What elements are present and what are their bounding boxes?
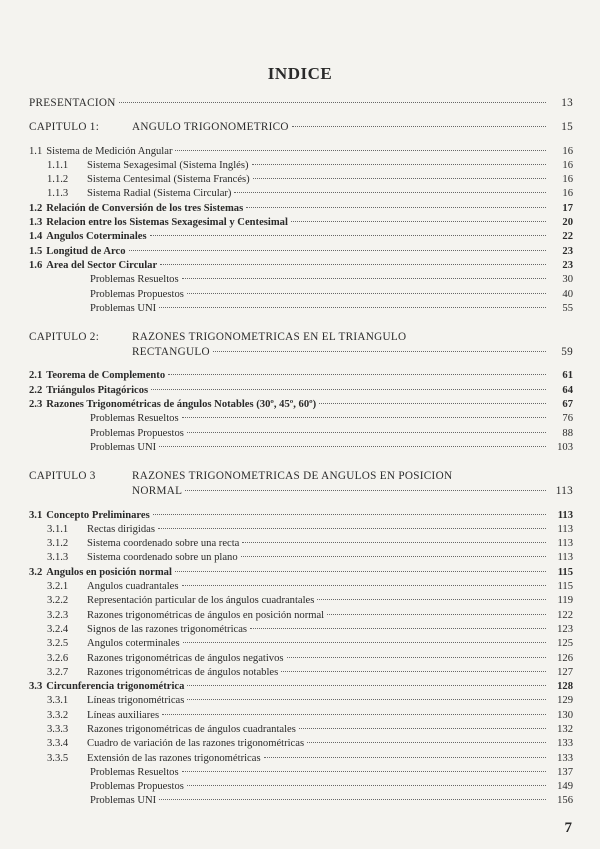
entry-title: Relación de Conversión de los tres Sistemas (46, 202, 244, 214)
page-number: 7 (564, 820, 572, 836)
page-ref: 67 (562, 399, 573, 411)
entry-title: Teorema de Complemento (46, 370, 166, 382)
toc-section[interactable] (29, 398, 573, 412)
dot-leader (119, 102, 546, 103)
dot-leader (213, 351, 546, 352)
toc-chapter-heading[interactable] (29, 330, 573, 345)
toc-subsection[interactable] (29, 551, 573, 565)
spacer (29, 110, 573, 120)
entry-title: Rectas dirigidas (87, 523, 155, 535)
entry-number: 1.5 (29, 245, 43, 257)
dot-leader (317, 599, 546, 600)
dot-leader (307, 742, 546, 743)
entry-title: Signos de las razones trigonométricas (87, 623, 248, 635)
toc-subsection[interactable] (29, 537, 573, 551)
toc-section[interactable] (29, 216, 573, 230)
page-ref: 125 (557, 638, 573, 650)
page-ref: 88 (562, 427, 573, 439)
page-ref: 13 (561, 97, 573, 109)
toc-subsection[interactable] (29, 694, 573, 708)
chapter-title: RAZONES TRIGONOMETRICAS DE ANGULOS EN POSICION (132, 470, 453, 483)
page-ref: 61 (562, 370, 573, 382)
page-ref: 133 (557, 752, 573, 764)
entry-number: 3.1 (29, 509, 43, 521)
page-ref: 115 (557, 581, 573, 593)
toc-problems[interactable] (29, 302, 573, 316)
page-ref: 22 (562, 231, 573, 243)
dot-leader (234, 192, 546, 193)
entry-title: ANGULO TRIGONOMETRICO (132, 121, 289, 134)
entry-number: 3.3.1 (47, 695, 69, 707)
chapter-number: CAPITULO 3 (29, 470, 96, 483)
dot-leader (175, 150, 546, 151)
entry-number: 1.1 (29, 145, 43, 157)
page-ref: 16 (562, 188, 573, 200)
toc-problems[interactable] (29, 412, 573, 426)
entry-title: Sistema Radial (Sistema Circular) (87, 188, 232, 200)
entry-number: 1.2 (29, 202, 43, 214)
entry-title: Problemas Resueltos (90, 766, 179, 778)
entry-title: Sistema Centesimal (Sistema Francés) (87, 174, 250, 186)
entry-number: 1.1.1 (47, 159, 69, 171)
toc-problems[interactable] (29, 273, 573, 287)
toc-chapter-heading-cont[interactable] (29, 345, 573, 359)
dot-leader (185, 490, 546, 491)
dot-leader (159, 307, 546, 308)
dot-leader (246, 207, 546, 208)
spacer (29, 316, 573, 330)
page-ref: 15 (561, 121, 573, 134)
page-ref: 137 (557, 766, 573, 778)
page-ref: 122 (557, 609, 573, 621)
entry-number: 3.2.2 (47, 595, 69, 607)
entry-title: Razones trigonométricas de ángulos notables (87, 666, 279, 678)
page-ref: 113 (557, 552, 573, 564)
dot-leader (159, 446, 546, 447)
entry-number: 3.1.3 (47, 552, 69, 564)
dot-leader (187, 785, 546, 786)
page-ref: 17 (562, 202, 573, 214)
dot-leader (252, 164, 546, 165)
page-ref: 129 (557, 695, 573, 707)
entry-number: 2.1 (29, 370, 43, 382)
page-ref: 113 (557, 509, 573, 521)
toc-section[interactable] (29, 145, 573, 159)
entry-number: 1.3 (29, 217, 43, 229)
dot-leader (187, 699, 546, 700)
dot-leader (182, 278, 546, 279)
dot-leader (264, 757, 546, 758)
chapter-title: RAZONES TRIGONOMETRICAS EN EL TRIANGULO (132, 331, 407, 344)
entry-number: 3.3 (29, 681, 43, 693)
toc-subsection[interactable] (29, 580, 573, 594)
toc-chapter-heading[interactable] (29, 469, 573, 484)
dot-leader (291, 221, 546, 222)
entry-number: 3.2.5 (47, 638, 69, 650)
toc-subsection[interactable] (29, 666, 573, 680)
entry-number: 1.6 (29, 259, 43, 271)
dot-leader (253, 178, 546, 179)
toc-subsection[interactable] (29, 752, 573, 766)
page-ref: 103 (557, 441, 573, 453)
toc-section[interactable] (29, 509, 573, 523)
toc-problems[interactable] (29, 766, 573, 780)
entry-title: Relacion entre los Sistemas Sexagesimal y Centesimal (46, 217, 288, 229)
entry-title: PRESENTACION (29, 97, 116, 109)
page-ref: 55 (562, 302, 573, 314)
entry-number: 1.4 (29, 231, 43, 243)
entry-title: Extensión de las razones trigonométricas (87, 752, 261, 764)
entry-number: 3.1.2 (47, 538, 69, 550)
toc-subsection[interactable] (29, 723, 573, 737)
entry-title: Problemas Propuestos (90, 427, 184, 439)
entry-title: Razones trigonométricas de ángulos cuadrantales (87, 723, 296, 735)
toc-problems[interactable] (29, 288, 573, 302)
dot-leader (319, 403, 546, 404)
entry-title: Representación particular de los ángulos cuadrantales (87, 595, 315, 607)
table-of-contents (29, 96, 573, 809)
entry-title: Sistema Sexagesimal (Sistema Inglés) (87, 159, 249, 171)
entry-title: Problemas Resueltos (90, 274, 179, 286)
dot-leader (182, 417, 546, 418)
toc-section[interactable] (29, 202, 573, 216)
page-ref: 23 (562, 259, 573, 271)
spacer (29, 499, 573, 509)
dot-leader (187, 293, 546, 294)
page-ref: 126 (557, 652, 573, 664)
toc-chapter[interactable] (29, 120, 573, 134)
page-ref: 16 (562, 174, 573, 186)
entry-title: Problemas UNI (90, 795, 157, 807)
page-ref: 123 (557, 623, 573, 635)
dot-leader (129, 250, 546, 251)
spacer (29, 135, 573, 145)
page-ref: 20 (562, 217, 573, 229)
page-title: INDICE (267, 64, 333, 83)
dot-leader (250, 628, 546, 629)
entry-number: 1.1.2 (47, 174, 69, 186)
entry-title: Angulos cuadrantales (87, 581, 179, 593)
dot-leader (183, 642, 546, 643)
entry-number: 3.3.5 (47, 752, 69, 764)
toc-subsection[interactable] (29, 637, 573, 651)
page-ref: 128 (557, 681, 573, 693)
chapter-title-cont: RECTANGULO (132, 346, 210, 359)
dot-leader (182, 585, 547, 586)
entry-number: 3.3.2 (47, 709, 69, 721)
dot-leader (168, 374, 546, 375)
dot-leader (242, 542, 546, 543)
toc-subsection[interactable] (29, 187, 573, 201)
page-ref: 130 (557, 709, 573, 721)
entry-title: Area del Sector Circular (46, 259, 158, 271)
dot-leader (292, 126, 546, 127)
dot-leader (175, 571, 546, 572)
page-ref: 113 (555, 485, 573, 498)
toc-problems[interactable] (29, 441, 573, 455)
page-ref: 16 (562, 145, 573, 157)
entry-number: 1.1.3 (47, 188, 69, 200)
page-ref: 133 (557, 738, 573, 750)
toc-subsection[interactable] (29, 652, 573, 666)
entry-title: Razones Trigonométricas de ángulos Notables (30º, 45º, 60º) (46, 399, 317, 411)
toc-section[interactable] (29, 369, 573, 383)
page-ref: 16 (562, 159, 573, 171)
page-ref: 156 (557, 795, 573, 807)
entry-title: Líneas auxiliares (87, 709, 160, 721)
toc-problems[interactable] (29, 427, 573, 441)
toc-subsection[interactable] (29, 594, 573, 608)
entry-number: 3.2.1 (47, 581, 69, 593)
entry-title: Circunferencia trigonométrica (46, 681, 185, 693)
toc-problems[interactable] (29, 780, 573, 794)
dot-leader (159, 799, 546, 800)
dot-leader (299, 728, 546, 729)
entry-title: Angulos Coterminales (46, 231, 147, 243)
page-ref: 113 (557, 523, 573, 535)
dot-leader (241, 556, 546, 557)
entry-title: Problemas UNI (90, 302, 157, 314)
dot-leader (162, 714, 546, 715)
page-ref: 113 (557, 538, 573, 550)
page-ref: 115 (557, 566, 573, 578)
entry-number: 3.3.4 (47, 738, 69, 750)
toc-subsection[interactable] (29, 523, 573, 537)
page-ref: 64 (562, 384, 573, 396)
dot-leader (187, 432, 546, 433)
entry-title: Problemas Propuestos (90, 288, 184, 300)
spacer (29, 455, 573, 469)
dot-leader (160, 264, 546, 265)
toc-problems[interactable] (29, 794, 573, 808)
dot-leader (327, 614, 546, 615)
page-ref: 59 (561, 346, 573, 359)
entry-title: Triángulos Pitagóricos (46, 384, 149, 396)
page-ref: 132 (557, 723, 573, 735)
entry-number: 3.2.3 (47, 609, 69, 621)
entry-title: Problemas UNI (90, 441, 157, 453)
entry-number: 3.2.6 (47, 652, 69, 664)
toc-section[interactable] (29, 680, 573, 694)
toc-subsection[interactable] (29, 609, 573, 623)
page-ref: 149 (557, 781, 573, 793)
entry-title: Sistema coordenado sobre un plano (87, 552, 238, 564)
entry-number: 3.1.1 (47, 523, 69, 535)
dot-leader (187, 685, 546, 686)
dot-leader (158, 528, 546, 529)
entry-number: 3.3.3 (47, 723, 69, 735)
entry-title: Longitud de Arco (46, 245, 126, 257)
chapter-title-cont: NORMAL (132, 485, 183, 498)
entry-title: Cuadro de variación de las razones trigonométricas (87, 738, 305, 750)
entry-title: Problemas Resueltos (90, 413, 179, 425)
toc-section[interactable] (29, 566, 573, 580)
entry-number: 2.2 (29, 384, 43, 396)
page-ref: 23 (562, 245, 573, 257)
toc-section[interactable] (29, 259, 573, 273)
chapter-number: CAPITULO 2: (29, 331, 100, 344)
page-ref: 127 (557, 666, 573, 678)
entry-title: Angulos coterminales (87, 638, 180, 650)
toc-section[interactable] (29, 245, 573, 259)
page-ref: 40 (562, 288, 573, 300)
dot-leader (182, 771, 546, 772)
toc-section[interactable] (29, 384, 573, 398)
toc-subsection[interactable] (29, 173, 573, 187)
entry-title: Problemas Propuestos (90, 781, 184, 793)
entry-title: Líneas trigonométricas (87, 695, 185, 707)
dot-leader (151, 389, 546, 390)
toc-subsection[interactable] (29, 737, 573, 751)
entry-title: Razones trigonométricas de ángulos negativos (87, 652, 284, 664)
toc-subsection[interactable] (29, 709, 573, 723)
page-ref: 76 (562, 413, 573, 425)
toc-front-matter[interactable] (29, 96, 573, 110)
dot-leader (287, 657, 546, 658)
dot-leader (150, 235, 546, 236)
entry-number: 3.2.7 (47, 666, 69, 678)
toc-chapter-heading-cont[interactable] (29, 484, 573, 498)
dot-leader (281, 671, 546, 672)
dot-leader (153, 514, 546, 515)
page-ref: 119 (557, 595, 573, 607)
entry-number: CAPITULO 1: (29, 121, 100, 134)
entry-number: 2.3 (29, 399, 43, 411)
entry-title: Razones trigonométricas de ángulos en posición normal (87, 609, 325, 621)
entry-number: 3.2 (29, 566, 43, 578)
entry-number: 3.2.4 (47, 623, 69, 635)
spacer (29, 359, 573, 369)
page-ref: 30 (562, 274, 573, 286)
toc-subsection[interactable] (29, 159, 573, 173)
toc-subsection[interactable] (29, 623, 573, 637)
entry-title: Sistema coordenado sobre una recta (87, 538, 240, 550)
toc-section[interactable] (29, 230, 573, 244)
entry-title: Sistema de Medición Angular (46, 145, 173, 157)
entry-title: Concepto Preliminares (46, 509, 150, 521)
entry-title: Angulos en posición normal (46, 566, 172, 578)
